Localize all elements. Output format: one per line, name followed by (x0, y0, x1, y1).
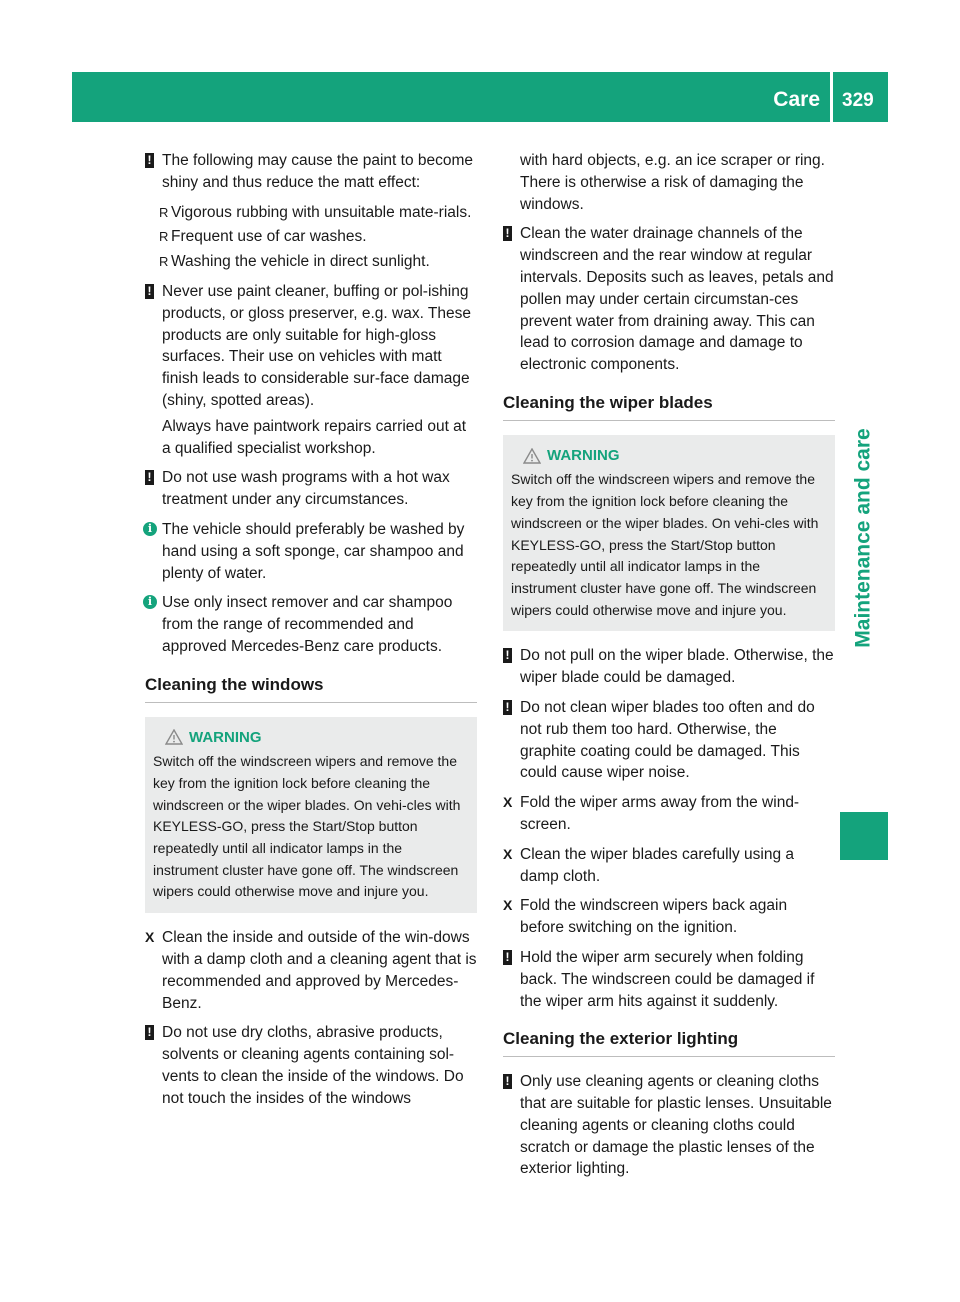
exclamation-icon: ! (503, 700, 512, 715)
exclamation-icon: ! (503, 950, 512, 965)
note-paintwork-repairs: Always have paintwork repairs carried out at a qualified specialist workshop. (162, 417, 467, 457)
heading-cleaning-windows: Cleaning the windows (145, 674, 477, 703)
note-text: Do not use wash programs with a hot wax treatment under any circumstances. (162, 469, 450, 509)
note-hot-wax (145, 467, 477, 511)
step-item (145, 927, 477, 1014)
exclamation-icon: ! (145, 284, 154, 299)
info-icon: i (143, 595, 157, 609)
warning-box (503, 435, 835, 632)
step-item (503, 792, 835, 836)
step-text: Fold the windscreen wipers back again before switching on the ignition. (520, 897, 788, 937)
list-item (159, 251, 477, 273)
note-text: Hold the wiper arm securely when folding back. The windscreen could be damaged if the wiper arm hits against it suddenly. (520, 948, 815, 1010)
list-item-text: Vigorous rubbing with unsuitable mate-rials. (171, 203, 472, 221)
note-text: Do not use dry cloths, abrasive products, solvents or cleaning agents containing sol-vents to clean the inside of the windows. Do not touch the insides of the windows (162, 1024, 464, 1107)
note-plastic-lenses (503, 1071, 835, 1180)
note-text: Only use cleaning agents or cleaning cloths that are suitable for plastic lenses. Unsuitable cleaning agents or cleaning cloths could scratch or damage the plastic lenses of the exterior lighting. (520, 1073, 832, 1178)
warning-box (145, 717, 477, 914)
warning-triangle-icon (523, 448, 541, 464)
arrow-step-icon: X (503, 845, 513, 862)
exclamation-icon: ! (503, 226, 512, 241)
exclamation-icon: ! (145, 470, 154, 485)
note-text: Clean the water drainage channels of the windscreen and the rear window at regular intervals. Deposits such as leaves, petals and pollen may under certain circumstan-ces prevent water from draining away. This can lead to corrosion damage and damage to electronic components. (520, 225, 834, 374)
info-care-products (145, 592, 477, 657)
header-divider (830, 72, 833, 122)
step-item (503, 844, 835, 888)
warning-text: Switch off the windscreen wipers and remove the key from the ignition lock before cleaning the windscreen or the wiper blades. On vehi-cles with KEYLESS-GO, press the Start/Stop button repeatedly until all indicator lamps in the instrument cluster have gone off. The windscreen wipers could otherwise move and injure you. (153, 753, 461, 900)
heading-cleaning-lighting: Cleaning the exterior lighting (503, 1028, 835, 1057)
warning-title: WARNING (547, 446, 620, 464)
info-icon: i (143, 522, 157, 536)
warning-header (523, 445, 827, 467)
bullet-icon: R (159, 229, 169, 245)
bullet-icon: R (159, 254, 169, 270)
page-number: 329 (842, 90, 874, 111)
note-text: Never use paint cleaner, buffing or pol-ishing products, or gloss preserver, e.g. wax. These products are only suitable for high-gloss surfaces. Their use on vehicles with matt finish leads to considerable sur-face damage (shiny, spotted areas). (162, 282, 472, 409)
arrow-step-icon: X (145, 929, 155, 946)
section-title: Care (773, 88, 820, 111)
note-text: Do not clean wiper blades too often and do not rub them too hard. Otherwise, the graphite coating could be damaged. This could cause wiper noise. (520, 698, 815, 782)
step-item (503, 895, 835, 939)
note-drainage (503, 223, 835, 376)
note-text: Do not pull on the wiper blade. Otherwise, the wiper blade could be damaged. (520, 647, 834, 687)
note-continuation: with hard objects, e.g. an ice scraper or ring. There is otherwise a risk of damaging the windows. (520, 152, 825, 213)
exclamation-icon: ! (145, 1025, 154, 1040)
right-column (503, 150, 835, 1188)
side-tab-marker (840, 812, 888, 860)
note-paint-shine (145, 150, 477, 194)
warning-title: WARNING (189, 728, 262, 746)
exclamation-icon: ! (503, 1074, 512, 1089)
header-bar (72, 72, 888, 122)
list-item (159, 202, 477, 224)
side-tab (840, 390, 888, 686)
left-column (145, 150, 477, 1118)
note-text: The following may cause the paint to become shiny and thus reduce the matt effect: (162, 152, 474, 191)
exclamation-icon: ! (503, 648, 512, 663)
heading-cleaning-wipers: Cleaning the wiper blades (503, 392, 835, 421)
side-tab-label: Maintenance and care (852, 428, 876, 648)
note-clean-wiper (503, 697, 835, 784)
warning-text: Switch off the windscreen wipers and remove the key from the ignition lock before cleaning the windscreen or the wiper blades. On vehi-cles with KEYLESS-GO, press the Start/Stop button repeatedly until all indicator lamps in the instrument cluster have gone off. The windscreen wipers could otherwise move and injure you. (511, 471, 819, 618)
list-item-text: Frequent use of car washes. (171, 228, 367, 246)
warning-triangle-icon (165, 729, 183, 745)
note-hold-wiper (503, 947, 835, 1012)
warning-header (165, 727, 469, 749)
list-item (159, 226, 477, 248)
arrow-step-icon: X (503, 897, 513, 914)
note-pull-wiper (503, 645, 835, 689)
info-text: Use only insect remover and car shampoo from the range of recommended and approved Mercedes-Benz care products. (162, 594, 453, 655)
note-dry-cloths (145, 1022, 477, 1109)
list-item-text: Washing the vehicle in direct sunlight. (171, 253, 430, 271)
info-text: The vehicle should preferably be washed by hand using a soft sponge, car shampoo and plenty of water. (162, 520, 465, 582)
bullet-icon: R (159, 204, 169, 220)
info-hand-wash (145, 519, 477, 584)
note-paint-cleaner (145, 281, 477, 412)
step-text: Clean the wiper blades carefully using a damp cloth. (520, 845, 794, 885)
exclamation-icon: ! (145, 153, 154, 168)
step-text: Fold the wiper arms away from the wind-screen. (520, 794, 800, 833)
arrow-step-icon: X (503, 794, 513, 811)
step-text: Clean the inside and outside of the win-dows with a damp cloth and a cleaning agent that is recommended and approved by Mercedes-Benz. (162, 929, 477, 1012)
